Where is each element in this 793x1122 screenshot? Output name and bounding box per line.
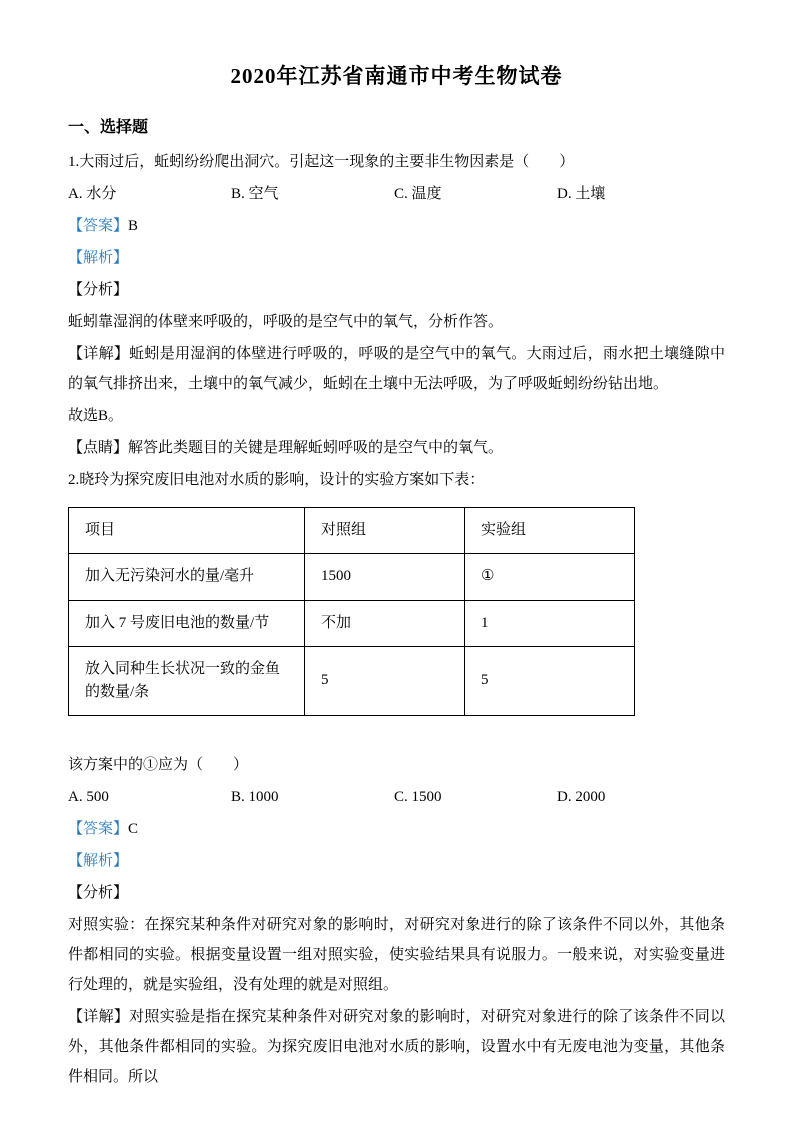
table-header-experimental: 实验组 xyxy=(465,508,635,554)
q1-jiexi-line xyxy=(68,243,725,273)
experiment-table xyxy=(68,507,635,716)
q1-fenxi-text: 蚯蚓靠湿润的体壁来呼吸的，呼吸的是空气中的氧气，分析作答。 xyxy=(68,314,504,330)
q2-options xyxy=(68,782,725,812)
section-heading: 一、选择题 xyxy=(68,119,149,136)
q2-jiexi-line xyxy=(68,846,725,876)
q2-answer-line xyxy=(68,814,725,844)
q1-options xyxy=(68,179,725,209)
table-cell: 不加 xyxy=(305,600,465,646)
table-cell: 1 xyxy=(465,600,635,646)
table-cell: 5 xyxy=(465,646,635,716)
q2-stem: 2.晓玲为探究废旧电池对水质的影响，设计的实验方案如下表： xyxy=(68,472,485,488)
table-cell: 1500 xyxy=(305,554,465,600)
exam-title: 2020年江苏省南通市中考生物试卷 xyxy=(230,64,563,88)
q1-option-b: B. 空气 xyxy=(231,186,279,202)
q1-jiexi-label: 【解析】 xyxy=(68,250,129,266)
q2-answer-value: C xyxy=(128,821,139,838)
q2-fenxi-label: 【分析】 xyxy=(68,885,129,902)
table-cell: 加入 7 号废旧电池的数量/节 xyxy=(69,600,305,646)
q1-stem: 1.大雨过后，蚯蚓纷纷爬出洞穴。引起这一现象的主要非生物因素是（ ） xyxy=(68,154,575,170)
q1-guxuan-text: 故选B。 xyxy=(68,408,124,424)
table-header-row xyxy=(69,508,635,554)
q1-dianjing-text: 【点睛】解答此类题目的关键是理解蚯蚓呼吸的是空气中的氧气。 xyxy=(68,440,504,456)
q2-option-d: D. 2000 xyxy=(557,789,606,806)
table-cell: 加入无污染河水的量/毫升 xyxy=(69,554,305,600)
q1-xiangjie-text: 【详解】蚯蚓是用湿润的体壁进行呼吸的，呼吸的是空气中的氧气。大雨过后，雨水把土壤缝隙中的氧气排挤出来，土壤中的氧气减少，蚯蚓在土壤中无法呼吸，为了呼吸蚯蚓纷纷钻出地。 xyxy=(68,346,725,392)
spacer xyxy=(68,726,725,748)
table-header-control: 对照组 xyxy=(305,508,465,554)
q1-answer-line xyxy=(68,211,725,241)
q1-fenxi-line xyxy=(68,275,725,305)
q2-fenxi-line xyxy=(68,878,725,908)
table-cell: ① xyxy=(465,554,635,600)
table-header-item: 项目 xyxy=(69,508,305,554)
table-row xyxy=(69,554,635,600)
table-cell: 5 xyxy=(305,646,465,716)
q2-option-b: B. 1000 xyxy=(231,789,279,806)
q1-answer-value: B xyxy=(128,218,139,234)
q1-fenxi-label: 【分析】 xyxy=(68,282,129,298)
q1-answer-label: 【答案】 xyxy=(68,218,129,234)
q2-jiexi-label: 【解析】 xyxy=(68,853,129,870)
q1-option-c: C. 温度 xyxy=(394,186,442,202)
q2-option-c: C. 1500 xyxy=(394,789,442,806)
q2-fenxi-text: 对照实验：在探究某种条件对研究对象的影响时，对研究对象进行的除了该条件不同以外，其他条件都相同的实验。根据变量设置一组对照实验，使实验结果具有说服力。一般来说，对实验变量进行处理的，就是实验组，没有处理的就是对照组。 xyxy=(68,917,725,994)
q2-followup: 该方案中的①应为（ ） xyxy=(68,757,249,774)
q1-option-d: D. 土壤 xyxy=(557,186,606,202)
q2-answer-label: 【答案】 xyxy=(68,821,129,838)
q2-option-a: A. 500 xyxy=(68,789,109,806)
table-row xyxy=(69,646,635,716)
table-row xyxy=(69,600,635,646)
table-cell: 放入同种生长状况一致的金鱼的数量/条 xyxy=(69,646,305,716)
q2-xiangjie-text: 【详解】对照实验是指在探究某种条件对研究对象的影响时，对研究对象进行的除了该条件不同以外，其他条件都相同的实验。为探究废旧电池对水质的影响，设置水中有无废电池为变量，其他条件相同。所以 xyxy=(68,1009,725,1086)
q1-option-a: A. 水分 xyxy=(68,186,117,202)
